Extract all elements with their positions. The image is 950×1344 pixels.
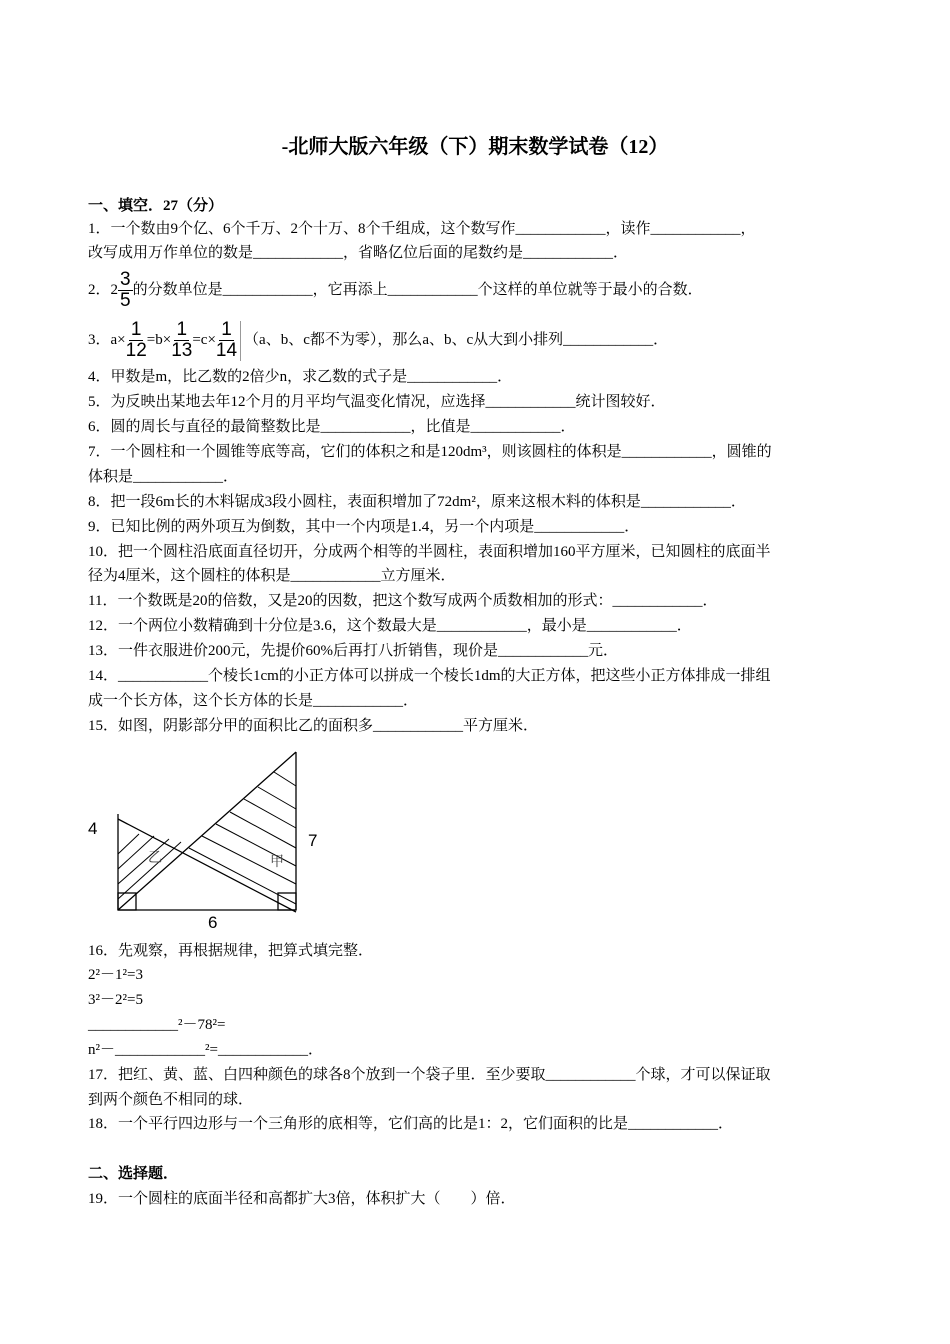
question-14-cont: 成一个长方体，这个长方体的长是____________． bbox=[88, 693, 419, 709]
label-yi: 乙 bbox=[148, 849, 162, 865]
question-16-line2: 3²－2²=5 bbox=[88, 992, 143, 1008]
denominator: 12 bbox=[125, 340, 147, 362]
label-right-height: 7 bbox=[308, 831, 318, 850]
question-11: 11．一个数既是20的倍数，又是20的因数，把这个数写成两个质数相加的形式：____________． bbox=[88, 593, 718, 609]
question-7: 7．一个圆柱和一个圆锥等底等高，它们的体积之和是120dm³，则该圆柱的体积是____________，圆锥的 bbox=[88, 444, 772, 460]
question-1: 1．一个数由9个亿、6个千万、2个十万、8个千组成，这个数写作____________，读作____________， bbox=[88, 221, 756, 237]
question-18: 18．一个平行四边形与一个三角形的底相等，它们高的比是1：2，它们面积的比是____________． bbox=[88, 1116, 734, 1132]
question-16-line1: 2²－1²=3 bbox=[88, 967, 143, 983]
question-10: 10．把一个圆柱沿底面直径切开，分成两个相等的半圆柱，表面积增加160平方厘米，已知圆柱的底面半 bbox=[88, 544, 771, 560]
question-6: 6．圆的周长与直径的最简整数比是____________，比值是____________． bbox=[88, 419, 576, 435]
numerator: 1 bbox=[221, 319, 232, 341]
question-4: 4．甲数是m，比乙数的2倍少n，求乙数的式子是____________． bbox=[88, 369, 513, 385]
question-15: 15．如图，阴影部分甲的面积比乙的面积多____________平方厘米． bbox=[88, 718, 539, 734]
fraction bbox=[118, 270, 133, 311]
denominator: 14 bbox=[215, 340, 238, 362]
question-17: 17．把红、黄、蓝、白四种颜色的球各8个放到一个袋子里．至少要取____________个球，才可以保证取 bbox=[88, 1067, 771, 1083]
q2-prefix: 2．2 bbox=[88, 282, 119, 298]
label-jia: 甲 bbox=[270, 853, 284, 869]
section-choice: 二、选择题． bbox=[88, 1166, 179, 1182]
denominator: 5 bbox=[120, 290, 131, 312]
question-5: 5．为反映出某地去年12个月的月平均气温变化情况，应选择____________统计图较好． bbox=[88, 394, 666, 410]
fraction bbox=[216, 320, 237, 361]
question-1-cont: 改写成用万作单位的数是____________，省略亿位后面的尾数约是____________． bbox=[88, 245, 629, 261]
question-3 bbox=[88, 318, 668, 362]
fraction bbox=[171, 320, 192, 361]
question-16: 16．先观察，再根据规律，把算式填完整． bbox=[88, 943, 374, 959]
question-12: 12．一个两位小数精确到十分位是3.6，这个数最大是____________，最小是____________． bbox=[88, 618, 692, 634]
question-13: 13．一件衣服进价200元，先提价60%后再打八折销售，现价是____________元． bbox=[88, 643, 618, 659]
page-title: -北师大版六年级（下）期末数学试卷（12） bbox=[281, 136, 669, 158]
question-2 bbox=[88, 268, 703, 312]
question-10-cont: 径为4厘米，这个圆柱的体积是____________立方厘米． bbox=[88, 568, 456, 584]
denominator: 13 bbox=[171, 340, 193, 362]
numerator: 1 bbox=[176, 319, 188, 341]
label-base: 6 bbox=[208, 913, 218, 932]
q3-prefix: 3．a× bbox=[88, 332, 126, 348]
question-17-cont: 到两个颜色不相同的球． bbox=[88, 1092, 254, 1108]
label-left-height: 4 bbox=[88, 819, 98, 838]
numerator: 3 bbox=[120, 269, 131, 291]
q3-suffix: （a、b、c都不为零），那么a、b、c从大到小排列____________． bbox=[244, 332, 669, 348]
divider bbox=[240, 321, 241, 361]
question-8: 8．把一段6m长的木料锯成3段小圆柱，表面积增加了72dm²，原来这根木料的体积是____________． bbox=[88, 494, 746, 510]
triangle-figure bbox=[84, 744, 334, 934]
q3-eq: =c× bbox=[192, 332, 216, 348]
question-16-line4: n²－____________²=____________． bbox=[88, 1042, 323, 1058]
question-9: 9．已知比例的两外项互为倒数，其中一个内项是1.4，另一个内项是____________． bbox=[88, 519, 640, 535]
question-16-line3: ____________²－78²= bbox=[88, 1017, 226, 1033]
question-19: 19．一个圆柱的底面半径和高都扩大3倍，体积扩大（ ）倍． bbox=[88, 1191, 516, 1207]
fraction bbox=[126, 320, 147, 361]
q3-eq: =b× bbox=[146, 332, 172, 348]
q2-suffix: 的分数单位是____________，它再添上____________个这样的单位就等于最小的合数． bbox=[132, 282, 703, 298]
question-14: 14．____________个棱长1cm的小正方体可以拼成一个棱长1dm的大正方体，把这些小正方体排成一排组 bbox=[88, 668, 771, 684]
numerator: 1 bbox=[130, 319, 142, 341]
question-7-cont: 体积是____________． bbox=[88, 469, 239, 485]
section-fill-in: 一、填空．27（分） bbox=[88, 198, 224, 214]
